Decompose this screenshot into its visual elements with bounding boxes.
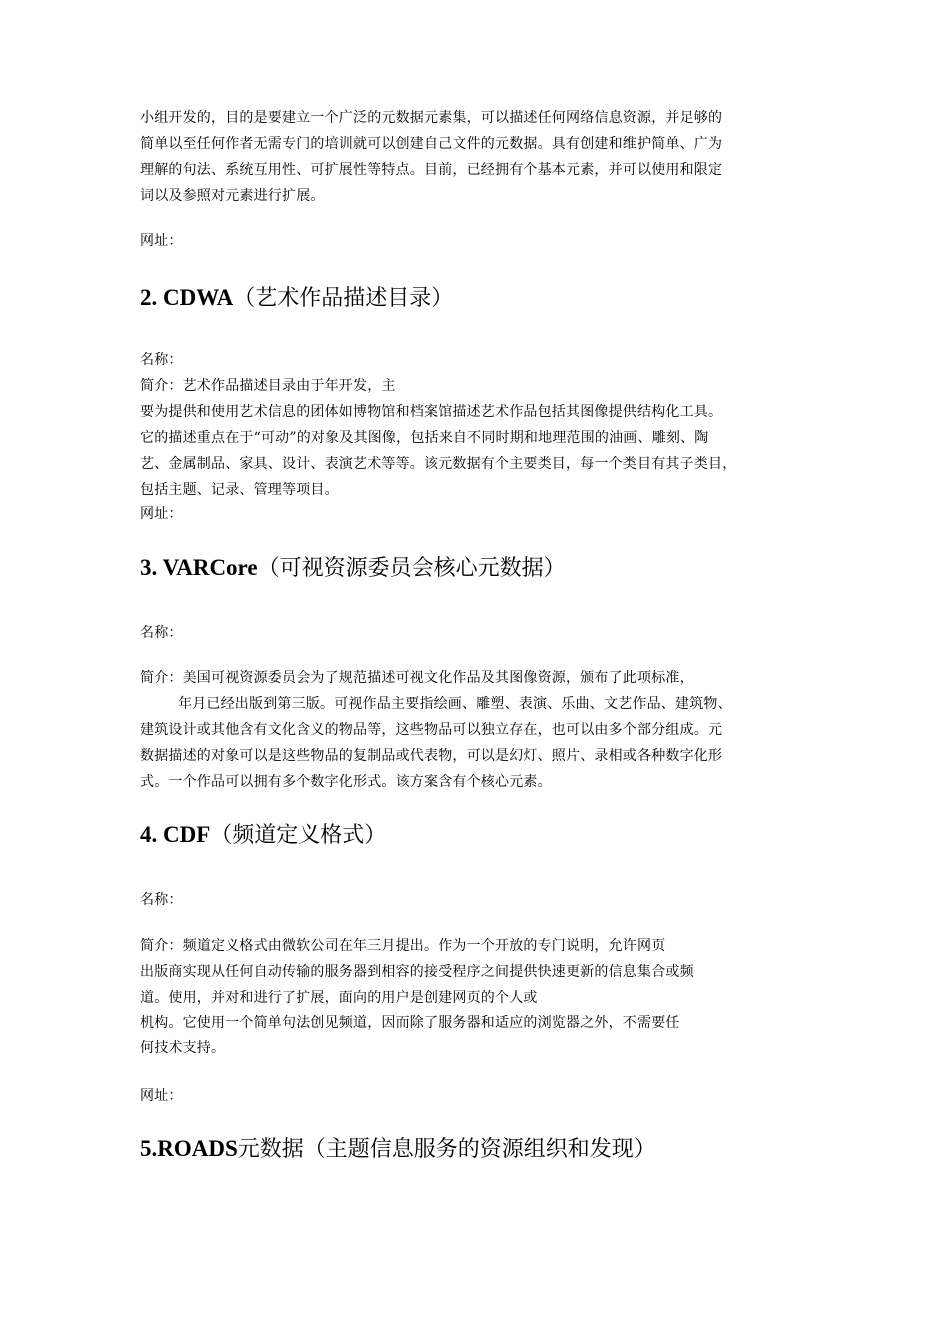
desc-line: 道。使用，并对和进行了扩展，面向的用户是创建网页的个人或: [140, 990, 538, 1006]
section-title: 元数据（主题信息服务的资源组织和发现）: [237, 1137, 656, 1162]
desc-line: 简介：频道定义格式由微软公司在年三月提出。作为一个开放的专门说明，允许网页: [140, 938, 666, 954]
section-number: 5.ROADS: [140, 1136, 238, 1161]
section-title: （艺术作品描述目录）: [233, 286, 454, 311]
section-heading: [140, 283, 453, 314]
desc-line: 简介：艺术作品描述目录由于年开发，主: [140, 378, 396, 394]
name-label: 名称：: [140, 892, 183, 908]
desc-line: 式。一个作品可以拥有多个数字化形式。该方案含有个核心元素。: [140, 774, 552, 790]
intro-line: 词以及参照对元素进行扩展。: [140, 188, 325, 204]
section-number: 2. CDWA: [140, 285, 234, 310]
section-heading: [140, 553, 566, 584]
url-label: 网址：: [140, 233, 183, 249]
section-number: 3. VARCore: [140, 555, 258, 580]
desc-line: 出版商实现从任何自动传输的服务器到相容的接受程序之间提供快速更新的信息集合或频: [140, 964, 694, 980]
intro-line: 简单以至任何作者无需专门的培训就可以创建自己文件的元数据。具有创建和维护简单、广为: [140, 136, 723, 152]
desc-line: 机构。它使用一个简单句法创见频道，因而除了服务器和适应的浏览器之外，不需要任: [140, 1015, 680, 1031]
url-label: 网址：: [140, 506, 183, 522]
intro-line: 小组开发的，目的是要建立一个广泛的元数据元素集，可以描述任何网络信息资源，并足够的: [140, 110, 723, 126]
desc-line: 艺、金属制品、家具、设计、表演艺术等等。该元数据有个主要类目，每一个类目有其子类目，: [140, 456, 737, 472]
desc-line: 简介：美国可视资源委员会为了规范描述可视文化作品及其图像资源，颁布了此项标准，: [140, 670, 694, 686]
section-title: （频道定义格式）: [210, 823, 387, 848]
section-number: 4. CDF: [140, 822, 211, 847]
intro-line: 理解的句法、系统互用性、可扩展性等特点。目前，已经拥有个基本元素，并可以使用和限定: [140, 162, 723, 178]
desc-line: 包括主题、记录、管理等项目。: [140, 482, 339, 498]
name-label: 名称：: [140, 352, 183, 368]
desc-line: 数据描述的对象可以是这些物品的复制品或代表物，可以是幻灯、照片、录相或各种数字化形: [140, 748, 723, 764]
desc-line: 何技术支持。: [140, 1040, 226, 1056]
section-heading: [140, 820, 386, 851]
name-label: 名称：: [140, 625, 183, 641]
section-heading: [140, 1134, 656, 1165]
section-title: （可视资源委员会核心元数据）: [257, 556, 566, 581]
desc-line: 要为提供和使用艺术信息的团体如博物馆和档案馆描述艺术作品包括其图像提供结构化工具。: [140, 404, 723, 420]
desc-line: 建筑设计或其他含有文化含义的物品等，这些物品可以独立存在，也可以由多个部分组成。元: [140, 722, 723, 738]
desc-line: 它的描述重点在于“可动”的对象及其图像，包括来自不同时期和地理范围的油画、雕刻、陶: [140, 430, 709, 446]
url-label: 网址：: [140, 1088, 183, 1104]
desc-line: 年月已经出版到第三版。可视作品主要指绘画、雕塑、表演、乐曲、文艺作品、建筑物、: [178, 696, 732, 712]
